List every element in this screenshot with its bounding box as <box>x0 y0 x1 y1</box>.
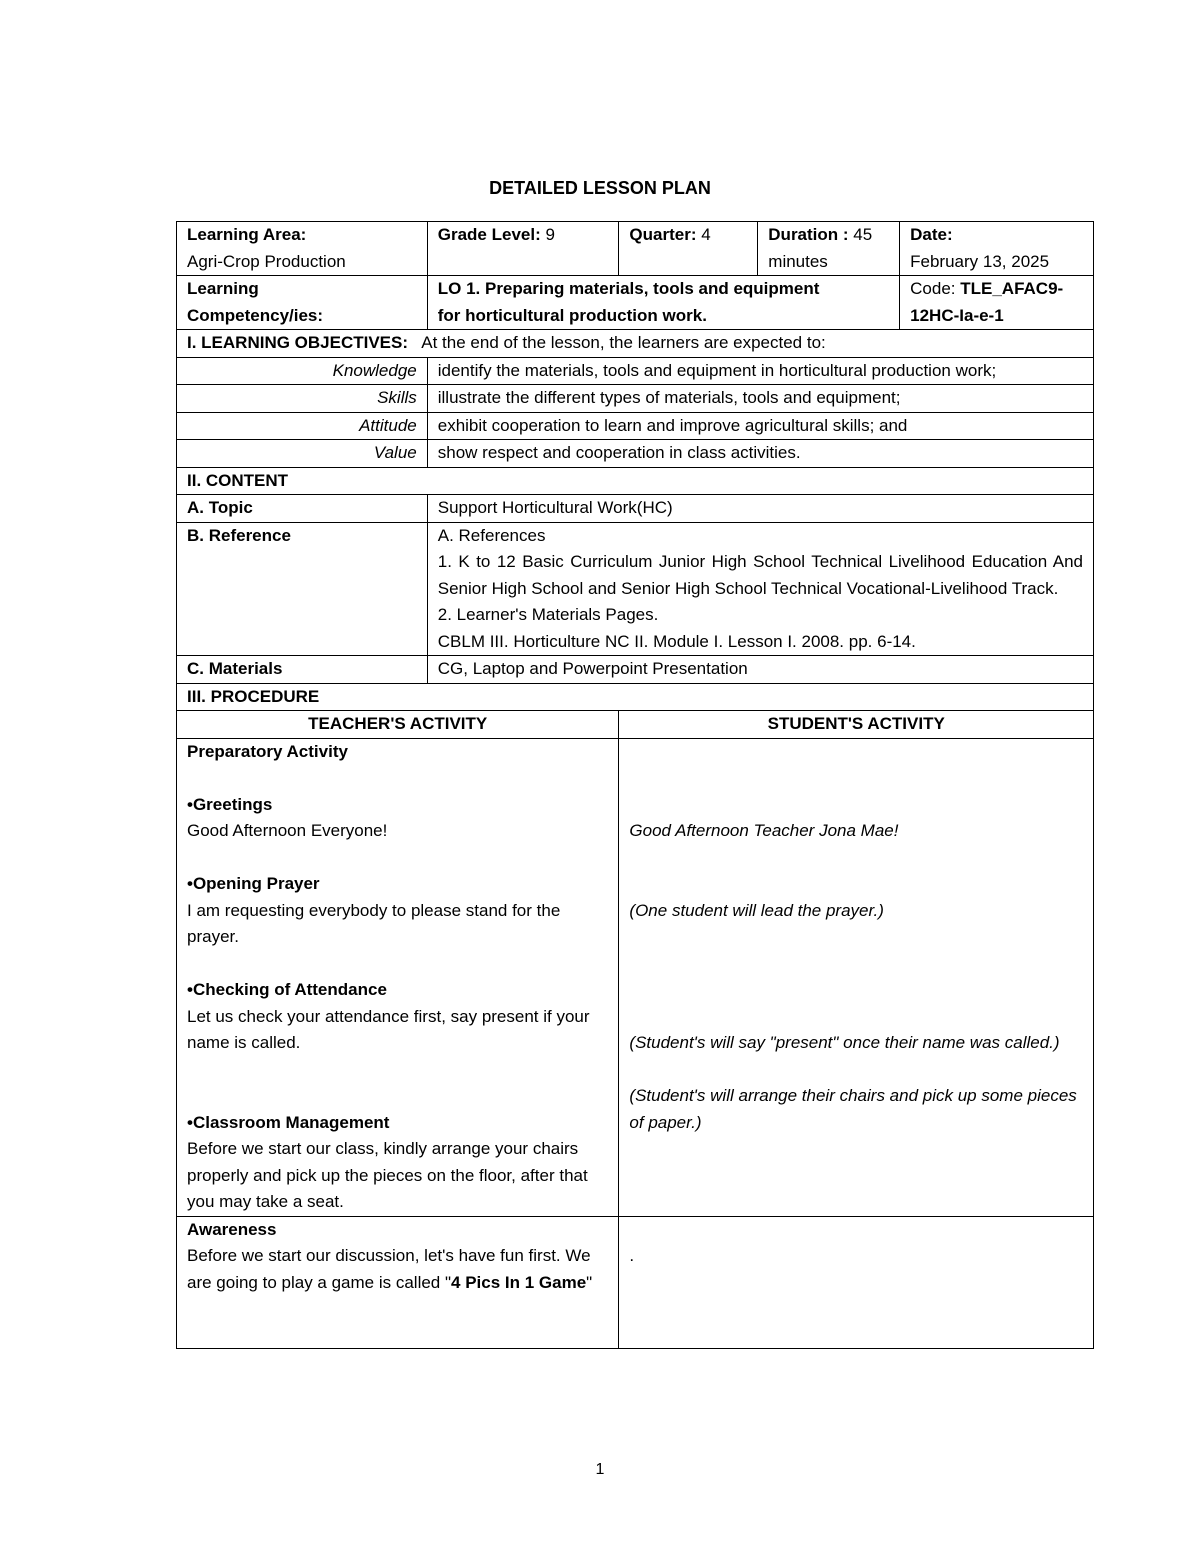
quarter-value: 4 <box>701 225 711 244</box>
awareness-student: . <box>629 1246 635 1265</box>
competency-lo-line2: for horticultural production work. <box>437 305 707 325</box>
document-title: DETAILED LESSON PLAN <box>489 178 711 198</box>
competency-label-cell <box>177 276 428 330</box>
reference-label: B. Reference <box>177 522 428 656</box>
reference-item: CBLM III. Horticulture NC II. Module I. Lesson I. 2008. pp. 6-14. <box>437 631 916 651</box>
awareness-title: Awareness <box>187 1219 277 1239</box>
code-label: Code: <box>910 279 956 298</box>
teacher-preparatory-cell <box>177 738 619 1216</box>
preparatory-title: Preparatory Activity <box>187 741 348 761</box>
preparatory-row <box>177 738 1094 1216</box>
objectives-heading-row <box>177 330 1094 358</box>
student-preparatory-cell <box>619 738 1094 1216</box>
content-heading-row <box>177 467 1094 495</box>
greetings-title: •Greetings <box>187 794 273 814</box>
competency-lo-line1: LO 1. Preparing materials, tools and equipment <box>437 279 820 298</box>
reference-cell <box>427 522 1093 656</box>
objective-label: Knowledge <box>177 357 428 385</box>
content-heading: II. CONTENT <box>177 467 1094 495</box>
objectives-heading-cell <box>177 330 1094 358</box>
quarter-label: Quarter: <box>629 225 697 244</box>
code-value-line1: TLE_AFAC9- <box>960 279 1064 298</box>
competency-lo-cell <box>427 276 899 330</box>
learning-area-value: Agri-Crop Production <box>187 251 346 271</box>
objective-text: illustrate the different types of materials, tools and equipment; <box>427 385 1093 413</box>
prayer-title: •Opening Prayer <box>187 874 320 893</box>
teacher-activity-header: TEACHER'S ACTIVITY <box>177 711 619 739</box>
quarter-cell <box>619 222 758 276</box>
teacher-awareness-cell <box>177 1216 619 1348</box>
objective-row <box>177 440 1094 468</box>
grade-level-label: Grade Level: <box>437 225 541 244</box>
objective-text: exhibit cooperation to learn and improve agricultural skills; and <box>427 412 1093 440</box>
topic-value: Support Horticultural Work(HC) <box>427 495 1093 523</box>
header-row <box>177 222 1094 276</box>
duration-label: Duration : <box>768 225 849 244</box>
awareness-teacher: Before we start our discussion, let's have fun first. We are going to play a game is called " <box>187 1246 591 1292</box>
awareness-close: " <box>586 1272 593 1292</box>
greetings-teacher: Good Afternoon Everyone! <box>187 821 388 840</box>
learning-area-label: Learning Area: <box>187 225 307 244</box>
duration-value: 45 <box>853 225 873 244</box>
code-cell <box>900 276 1094 330</box>
reference-item: 2. Learner's Materials Pages. <box>437 605 659 624</box>
objectives-heading: I. LEARNING OBJECTIVES: <box>187 333 409 352</box>
prayer-teacher: I am requesting everybody to please stand for the prayer. <box>187 900 561 946</box>
topic-label: A. Topic <box>177 495 428 523</box>
objective-label: Skills <box>177 385 428 413</box>
objective-text: identify the materials, tools and equipment in horticultural production work; <box>427 357 1093 385</box>
competency-row <box>177 276 1094 330</box>
attendance-title: •Checking of Attendance <box>187 980 387 999</box>
date-cell <box>900 222 1094 276</box>
learning-area-cell <box>177 222 428 276</box>
management-title: •Classroom Management <box>187 1112 390 1132</box>
objective-text: show respect and cooperation in class activities. <box>427 440 1093 468</box>
objectives-intro: At the end of the lesson, the learners are expected to: <box>421 333 826 352</box>
lesson-plan-table <box>176 221 1094 1349</box>
date-value: February 13, 2025 <box>910 251 1050 271</box>
duration-cell <box>758 222 900 276</box>
grade-level-cell <box>427 222 619 276</box>
page-number: 1 <box>595 1461 605 1478</box>
management-student: (Student's will arrange their chairs and pick up some pieces of paper.) <box>629 1086 1077 1132</box>
student-activity-header: STUDENT'S ACTIVITY <box>619 711 1094 739</box>
reference-row <box>177 522 1094 656</box>
topic-row <box>177 495 1094 523</box>
grade-level-value: 9 <box>545 225 555 244</box>
materials-value: CG, Laptop and Powerpoint Presentation <box>427 656 1093 684</box>
reference-item: 1. K to 12 Basic Curriculum Junior High School Technical Livelihood Education And Senior High School and Senior High School Technical Vocational-Livelihood Track. <box>437 552 1083 598</box>
student-awareness-cell <box>619 1216 1094 1348</box>
competency-label-line1: Learning <box>187 279 259 298</box>
competency-label-line2: Competency/ies: <box>187 305 324 325</box>
attendance-student: (Student's will say "present" once their name was called.) <box>629 1033 1060 1052</box>
awareness-teacher-text <box>187 1243 608 1296</box>
materials-label: C. Materials <box>177 656 428 684</box>
objective-label: Value <box>177 440 428 468</box>
activity-header-row <box>177 711 1094 739</box>
date-label: Date: <box>910 225 953 244</box>
reference-heading: A. References <box>437 525 546 545</box>
procedure-heading: III. PROCEDURE <box>177 683 1094 711</box>
awareness-row <box>177 1216 1094 1348</box>
objective-label: Attitude <box>177 412 428 440</box>
attendance-teacher: Let us check your attendance first, say present if your name is called. <box>187 1006 590 1052</box>
code-value-line2: 12HC-Ia-e-1 <box>910 305 1004 325</box>
materials-row <box>177 656 1094 684</box>
management-teacher: Before we start our class, kindly arrange your chairs properly and pick up the pieces on the floor, after that you may take a seat. <box>187 1139 588 1211</box>
objective-row <box>177 385 1094 413</box>
objective-row <box>177 357 1094 385</box>
procedure-heading-row <box>177 683 1094 711</box>
objective-row <box>177 412 1094 440</box>
prayer-student: (One student will lead the prayer.) <box>629 900 884 920</box>
awareness-game: 4 Pics In 1 Game <box>451 1272 587 1292</box>
duration-unit: minutes <box>768 251 828 271</box>
greetings-student: Good Afternoon Teacher Jona Mae! <box>629 821 899 840</box>
